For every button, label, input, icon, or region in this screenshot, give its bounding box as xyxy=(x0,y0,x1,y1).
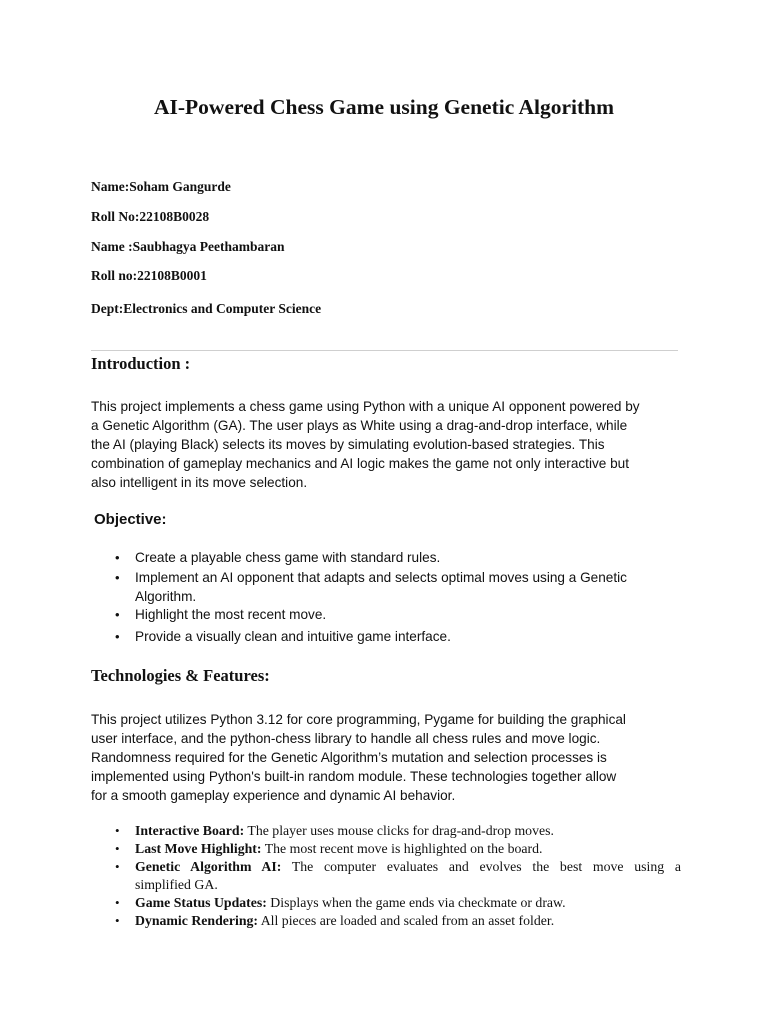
list-item-text: Genetic Algorithm AI: The computer evaluates and evolves the best move using a simplified GA. xyxy=(135,859,681,892)
feature-label: Dynamic Rendering: xyxy=(135,913,259,928)
author-name-2: Name :Saubhagya Peethambaran xyxy=(91,239,285,254)
feature-label: Genetic Algorithm AI: xyxy=(135,859,282,874)
feature-label: Game Status Updates: xyxy=(135,895,267,910)
list-item-text: Dynamic Rendering: All pieces are loaded and scaled from an asset folder. xyxy=(135,913,555,928)
feature-label: Last Move Highlight: xyxy=(135,841,262,856)
bullet-icon: • xyxy=(115,629,120,644)
bullet-icon: • xyxy=(115,823,120,838)
bullet-icon: • xyxy=(115,607,120,622)
paragraph-line: combination of gameplay mechanics and AI logic makes the game not only interactive but xyxy=(91,456,630,471)
author-name-1: Name:Soham Gangurde xyxy=(91,179,231,194)
roll-number-2: Roll no:22108B0001 xyxy=(91,268,207,283)
list-item-text: Implement an AI opponent that adapts and selects optimal moves using a Genetic Algorithm. xyxy=(135,570,627,604)
bullet-icon: • xyxy=(115,841,120,856)
list-item-text: Create a playable chess game with standard rules. xyxy=(135,550,441,565)
document-title: AI-Powered Chess Game using Genetic Algorithm xyxy=(153,95,615,119)
paragraph-line: user interface, and the python-chess library to handle all chess rules and move logic. xyxy=(91,731,601,746)
list-item-text: Provide a visually clean and intuitive game interface. xyxy=(135,629,451,644)
feature-label: Interactive Board: xyxy=(135,823,245,838)
technologies-heading: Technologies & Features: xyxy=(91,666,270,685)
paragraph-line: a Genetic Algorithm (GA). The user plays as White using a drag-and-drop interface, while xyxy=(91,418,628,433)
list-item-text: Interactive Board: The player uses mouse clicks for drag-and-drop moves. xyxy=(135,823,554,838)
list-item-text: Game Status Updates: Displays when the game ends via checkmate or draw. xyxy=(135,895,566,910)
bullet-icon: • xyxy=(115,895,120,910)
bullet-icon: • xyxy=(115,550,120,565)
paragraph-line: also intelligent in its move selection. xyxy=(91,475,308,490)
bullet-icon: • xyxy=(115,859,120,874)
bullet-icon: • xyxy=(115,570,120,585)
paragraph-line: implemented using Python's built-in random module. These technologies together allow xyxy=(91,769,617,784)
bullet-icon: • xyxy=(115,913,120,928)
paragraph-line: Randomness required for the Genetic Algorithm’s mutation and selection processes is xyxy=(91,750,607,765)
list-item-text: Highlight the most recent move. xyxy=(135,607,327,622)
department: Dept:Electronics and Computer Science xyxy=(91,301,322,316)
list-item-text: Last Move Highlight: The most recent move is highlighted on the board. xyxy=(135,841,543,856)
introduction-heading: Introduction : xyxy=(91,354,191,373)
objective-heading: Objective: xyxy=(94,511,167,528)
section-divider xyxy=(91,350,678,351)
introduction-paragraph xyxy=(91,397,681,492)
roll-number-1: Roll No:22108B0028 xyxy=(91,209,210,224)
paragraph-line: for a smooth gameplay experience and dynamic AI behavior. xyxy=(91,788,456,803)
paragraph-line: the AI (playing Black) selects its moves by simulating evolution-based strategies. This xyxy=(91,437,605,452)
paragraph-line: This project implements a chess game using Python with a unique AI opponent powered by xyxy=(91,399,640,414)
technologies-paragraph xyxy=(91,710,681,805)
paragraph-line: This project utilizes Python 3.12 for core programming, Pygame for building the graphical xyxy=(91,712,626,727)
